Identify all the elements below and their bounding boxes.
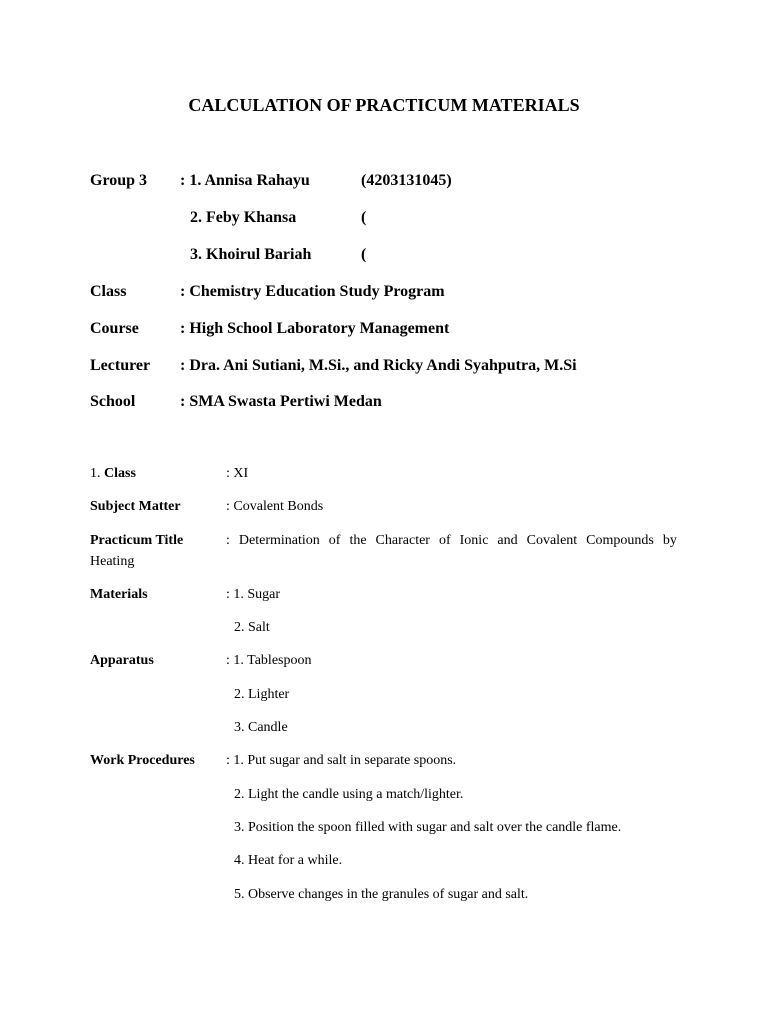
class-value: : Chemistry Education Study Program — [180, 283, 445, 300]
member-id-1: (4203131045) — [361, 172, 452, 189]
material-item-2: 2. Salt — [234, 620, 270, 635]
page-title: CALCULATION OF PRACTICUM MATERIALS — [188, 95, 580, 115]
practicum-title-continuation: Heating — [90, 554, 135, 569]
member-name-1: : 1. Annisa Rahayu — [180, 172, 310, 189]
materials-label: Materials — [90, 587, 148, 602]
practicum-title-word: Covalent — [526, 533, 578, 548]
practicum-title-word: Determination — [238, 533, 320, 548]
course-label: Course — [90, 320, 139, 337]
practicum-title-word: the — [349, 533, 367, 548]
lecturer-label: Lecturer — [90, 357, 151, 374]
practicum-title-label: Practicum Title — [90, 533, 184, 548]
practicum-title-word: of — [438, 533, 451, 548]
section-class-row-label — [90, 465, 136, 483]
subject-matter-label: Subject Matter — [90, 499, 181, 514]
procedure-step-3: 3. Position the spoon filled with sugar and salt over the candle flame. — [234, 820, 622, 835]
work-procedures-label: Work Procedures — [90, 753, 195, 768]
apparatus-item-1: : 1. Tablespoon — [226, 653, 312, 668]
section-number: 1. — [90, 466, 101, 481]
procedure-step-4: 4. Heat for a while. — [234, 853, 343, 868]
school-label: School — [90, 393, 136, 410]
apparatus-label: Apparatus — [90, 653, 154, 668]
lecturer-value: : Dra. Ani Sutiani, M.Si., and Ricky Andi Syahputra, M.Si — [180, 357, 577, 374]
practicum-title-word: : — [226, 533, 230, 548]
school-value: : SMA Swasta Pertiwi Medan — [180, 393, 382, 410]
member-id-3: ( — [361, 246, 367, 263]
practicum-title-word: Compounds — [586, 533, 654, 548]
subject-matter-value: : Covalent Bonds — [226, 499, 324, 514]
section-class-value: : XI — [226, 466, 249, 481]
member-id-2: ( — [361, 209, 367, 226]
procedure-step-2: 2. Light the candle using a match/lighter. — [234, 787, 464, 802]
practicum-title-word: of — [328, 533, 341, 548]
practicum-title-word: and — [497, 533, 518, 548]
section-class-label: Class — [104, 466, 136, 481]
course-value: : High School Laboratory Management — [180, 320, 450, 337]
group-label: Group 3 — [90, 172, 148, 189]
class-label: Class — [90, 283, 127, 300]
practicum-title-word: by — [662, 533, 677, 548]
practicum-title-value — [226, 532, 677, 550]
procedure-step-1: : 1. Put sugar and salt in separate spoons. — [226, 753, 457, 768]
apparatus-item-3: 3. Candle — [234, 720, 288, 735]
procedure-step-5: 5. Observe changes in the granules of sugar and salt. — [234, 887, 529, 902]
apparatus-item-2: 2. Lighter — [234, 687, 290, 702]
member-name-3: 3. Khoirul Bariah — [190, 246, 312, 263]
member-name-2: 2. Feby Khansa — [190, 209, 297, 226]
material-item-1: : 1. Sugar — [226, 587, 281, 602]
practicum-title-word: Ionic — [459, 533, 489, 548]
practicum-title-word: Character — [375, 533, 430, 548]
